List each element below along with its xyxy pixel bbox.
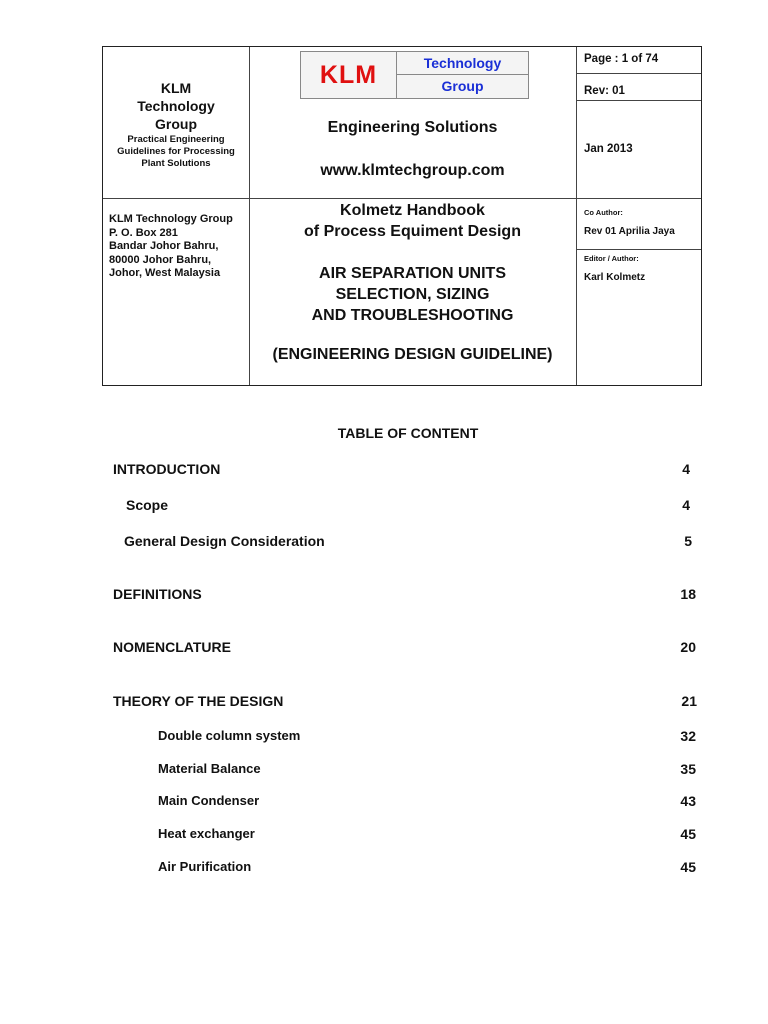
toc-entry-air-purification[interactable]: Air Purification	[158, 859, 252, 874]
toc-page-number: 35	[680, 761, 696, 777]
document-title-line: AND TROUBLESHOOTING	[311, 307, 514, 324]
date: Jan 2013	[584, 143, 633, 155]
toc-entry-nomenclature[interactable]: NOMENCLATURE	[113, 639, 231, 655]
toc-page-number: 45	[680, 859, 696, 875]
toc-entry-heat-exchanger[interactable]: Heat exchanger	[158, 826, 255, 841]
document-header-table	[102, 46, 702, 386]
address-line: P. O. Box 281	[109, 226, 178, 239]
toc-entry-main-condenser[interactable]: Main Condenser	[158, 793, 260, 808]
revision: Rev: 01	[584, 85, 625, 97]
handbook-subtitle: of Process Equiment Design	[304, 223, 521, 240]
editor-name: Karl Kolmetz	[584, 272, 646, 283]
toc-page-number: 32	[680, 728, 696, 744]
address-block	[109, 213, 233, 281]
address-line: 80000 Johor Bahru,	[109, 253, 212, 266]
row-divider	[576, 73, 701, 74]
row-divider	[576, 249, 701, 250]
handbook-title: Kolmetz Handbook	[340, 202, 485, 219]
row-divider	[576, 100, 701, 101]
logo-klm-text: KLM	[301, 52, 397, 98]
toc-entry-general-design-consideration[interactable]: General Design Consideration	[124, 533, 325, 549]
toc-entry-material-balance[interactable]: Material Balance	[158, 761, 261, 776]
page-info: Page : 1 of 74	[584, 53, 659, 65]
co-author: Rev 01 Aprilia Jaya	[584, 226, 675, 237]
klm-logo	[300, 51, 529, 99]
toc-page-number: 4	[682, 461, 690, 477]
address-line: Johor, West Malaysia	[109, 267, 221, 279]
toc-page-number: 21	[681, 693, 697, 709]
address-line: KLM Technology Group	[109, 213, 233, 225]
toc-entry-double-column-system[interactable]: Double column system	[158, 728, 301, 743]
toc-heading: TABLE OF CONTENT	[337, 425, 479, 441]
logo-group-text: Group	[441, 78, 484, 94]
column-divider	[576, 47, 577, 385]
document-title-line: AIR SEPARATION UNITS	[319, 265, 506, 282]
editor-label: Editor / Author:	[584, 254, 639, 263]
toc-page-number: 4	[682, 497, 690, 513]
guideline-label: (ENGINEERING DESIGN GUIDELINE)	[272, 346, 553, 363]
toc-page-number: 45	[680, 826, 696, 842]
toc-entry-introduction[interactable]: INTRODUCTION	[113, 461, 221, 477]
toc-entry-theory-of-the-design[interactable]: THEORY OF THE DESIGN	[113, 693, 284, 709]
toc-entry-definitions[interactable]: DEFINITIONS	[113, 586, 202, 602]
toc-page-number: 18	[680, 586, 696, 602]
toc-page-number: 43	[680, 793, 696, 809]
row-divider	[576, 198, 701, 199]
toc-entry-scope[interactable]: Scope	[126, 497, 169, 513]
logo-technology-text: Technology	[397, 52, 528, 75]
company-name: KLM Technology Group	[137, 80, 215, 132]
row-divider	[103, 198, 576, 199]
company-tagline: Practical Engineering Guidelines for Processing Plant Solutions	[117, 134, 235, 169]
toc-page-number: 20	[680, 639, 696, 655]
co-author-label: Co Author:	[584, 208, 623, 217]
engineering-solutions: Engineering Solutions	[327, 119, 498, 136]
address-line: Bandar Johor Bahru,	[109, 240, 219, 252]
toc-page-number: 5	[684, 533, 692, 549]
document-title-line: SELECTION, SIZING	[335, 286, 490, 303]
website-link[interactable]: www.klmtechgroup.com	[320, 162, 505, 179]
